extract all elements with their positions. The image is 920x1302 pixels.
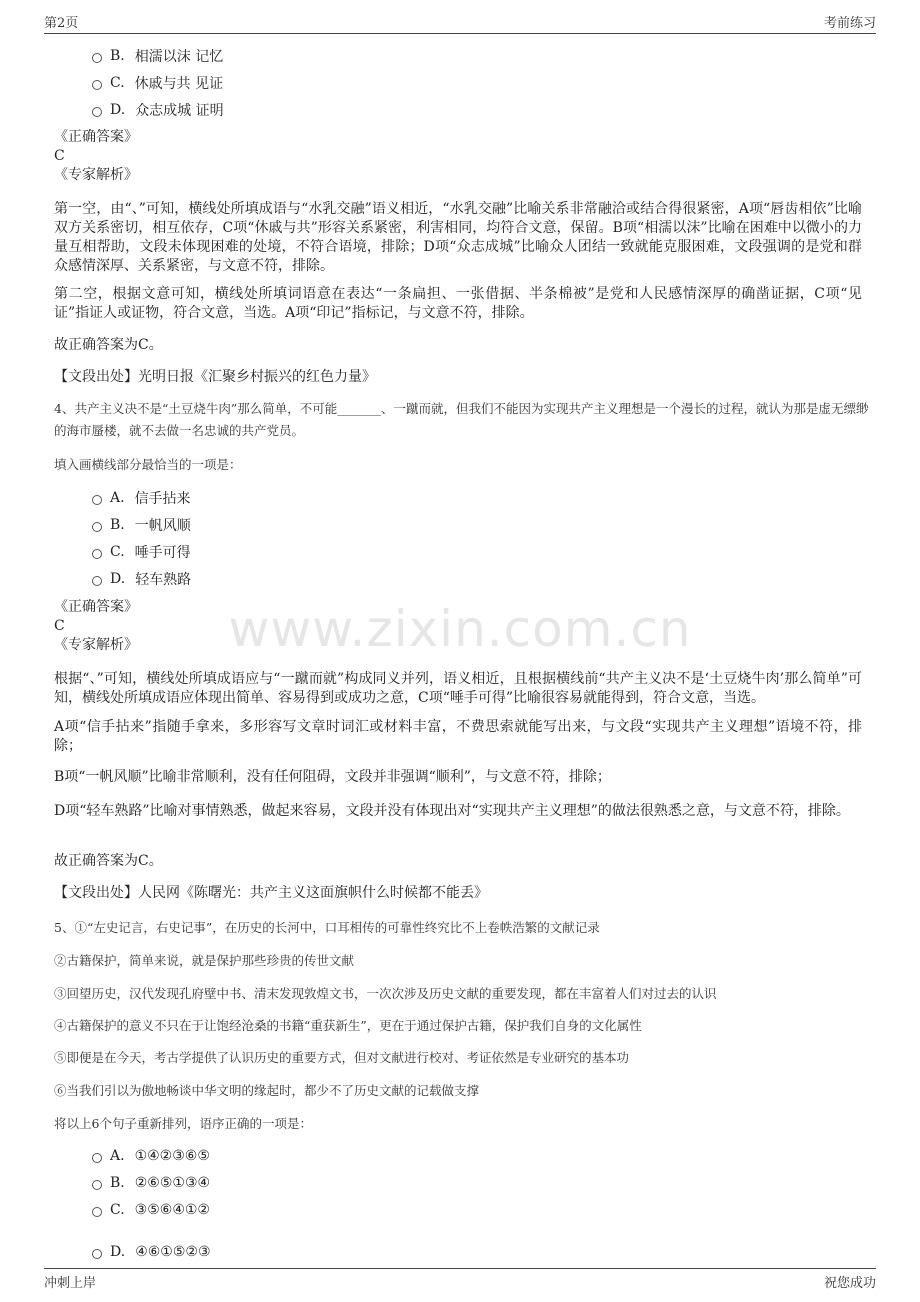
answer-value: C [54, 618, 65, 634]
sentence-2: ②古籍保护，简单来说，就是保护那些珍贵的传世文献 [54, 953, 355, 968]
analysis-conclusion: 故正确答案为C。 [54, 853, 163, 869]
footer-right: 祝您成功 [823, 1276, 876, 1291]
question-prompt: 填入画横线部分最恰当的一项是： [54, 457, 242, 472]
sentence-1: 5、①“左史记言，右史记事”，在历史的长河中，口耳相传的可靠性终究比不上卷帙浩繁的文献记录 [54, 920, 600, 935]
source-citation: 【文段出处】光明日报《汇聚乡村振兴的红色力量》 [54, 369, 376, 385]
option-letter: B. [110, 48, 125, 64]
radio-icon[interactable] [92, 522, 102, 532]
analysis-label: 《专家解析》 [54, 167, 138, 183]
page-number: 第2页 [44, 16, 79, 31]
q4-option-a[interactable] [92, 488, 191, 508]
option-text: 一帆风顺 [134, 518, 191, 534]
option-text: 轻车熟路 [135, 572, 192, 588]
radio-icon[interactable] [92, 1153, 102, 1163]
analysis-paragraph: 根据“、”可知，横线处所填成语应与“一蹴而就”构成同义并列，语义相近，且根据横线前“共产主义决不是‘土豆烧牛肉’那么简单”可知，横线处所填成语应体现出简单、容易得到或成功之意，C项“唾手可得”比喻很容易就能得到，符合文意，当选。 [54, 671, 862, 706]
header-divider [44, 33, 876, 34]
q3-option-d[interactable] [92, 100, 224, 120]
question-stem: 4、共产主义决不是“土豆烧牛肉”那么简单，不可能_______、一蹴而就，但我们不能因为实现共产主义理想是一个漫长的过程，就认为那是虚无缥缈的海市蜃楼，就不去做一名忠诚的共产党员。 [54, 401, 869, 438]
footer-divider [44, 1268, 876, 1269]
radio-icon[interactable] [92, 1207, 102, 1217]
analysis-conclusion: 故正确答案为C。 [54, 337, 163, 353]
analysis-label: 《专家解析》 [54, 637, 138, 653]
sentence-4: ④古籍保护的意义不只在于让饱经沧桑的书籍“重获新生”，更在于通过保护古籍，保护我们自身的文化属性 [54, 1018, 642, 1033]
radio-icon[interactable] [92, 576, 102, 586]
question-prompt: 将以上6个句子重新排列，语序正确的一项是： [54, 1116, 312, 1131]
footer-left: 冲刺上岸 [44, 1276, 97, 1291]
watermark: www.zixin.com.cn [228, 600, 692, 658]
analysis-paragraph: 第二空，根据文意可知，横线处所填词语意在表达“一条扁担、一张借据、半条棉被”是党和人民感情深厚的确凿证据，C项“见证”指证人或证物，符合文意，当选。A项“印记”指标记，与文意不符，排除。 [54, 286, 862, 321]
radio-icon[interactable] [92, 495, 102, 505]
analysis-paragraph: A项“信手拈来”指随手拿来，多形容写文章时词汇或材料丰富，不费思索就能写出来，与文段“实现共产主义理想”语境不符，排除； [54, 719, 862, 754]
analysis-paragraph: B项“一帆风顺”比喻非常顺利，没有任何阻碍，文段并非强调“顺利”，与文意不符，排除； [54, 769, 611, 785]
radio-icon[interactable] [92, 1249, 102, 1259]
analysis-paragraph: D项“轻车熟路”比喻对事情熟悉，做起来容易，文段并没有体现出对“实现共产主义理想”的做法很熟悉之意，与文意不符，排除。 [54, 803, 850, 819]
option-letter: C. [110, 1202, 125, 1218]
header-title: 考前练习 [823, 16, 876, 31]
radio-icon[interactable] [92, 549, 102, 559]
q4-option-d[interactable] [92, 569, 191, 589]
option-text: 众志成城 证明 [135, 103, 224, 119]
answer-label: 《正确答案》 [54, 599, 138, 615]
option-text: ①④②③⑥⑤ [134, 1148, 210, 1164]
option-letter: C. [110, 75, 125, 91]
radio-icon[interactable] [92, 80, 102, 90]
q5-option-a[interactable] [92, 1148, 210, 1164]
source-citation: 【文段出处】人民网《陈曙光：共产主义这面旗帜什么时候都不能丢》 [54, 885, 488, 901]
option-letter: A. [110, 1148, 125, 1164]
option-text: ④⑥①⑤②③ [135, 1244, 211, 1260]
answer-label: 《正确答案》 [54, 129, 138, 145]
analysis-paragraph: 第一空，由“、”可知，横线处所填成语与“水乳交融”语义相近，“水乳交融”比喻关系非常融洽或结合得很紧密，A项“唇齿相依”比喻双方关系密切，相互依存，C项“休戚与共”形容关系紧密，利害相同，均符合文意，保留。B项“相濡以沫”比喻在困难中以微小的力量互相帮助，文段未体现困难的处境，不符合语境，排除；D项“众志成城”比喻众人团结一致就能克服困难，文段强调的是党和群众感情深厚、关系紧密，与文意不符，排除。 [54, 201, 862, 274]
option-letter: A. [110, 490, 125, 506]
option-text: 休戚与共 见证 [134, 76, 224, 92]
option-text: ②⑥⑤①③④ [134, 1175, 211, 1191]
option-letter: B. [110, 1175, 125, 1191]
q4-option-c[interactable] [92, 542, 191, 562]
option-letter: C. [110, 544, 125, 560]
sentence-6: ⑥当我们引以为傲地畅谈中华文明的缘起时，都少不了历史文献的记载做支撑 [54, 1083, 480, 1098]
radio-icon[interactable] [92, 107, 102, 117]
option-text: 唾手可得 [134, 545, 191, 561]
option-letter: D. [110, 571, 126, 587]
q5-option-c[interactable] [92, 1202, 210, 1218]
answer-value: C [54, 148, 65, 164]
option-text: ③⑤⑥④①② [134, 1202, 210, 1218]
q5-option-d[interactable] [92, 1244, 211, 1260]
option-text: 信手拈来 [134, 491, 191, 507]
option-letter: D. [110, 1244, 126, 1260]
option-letter: D. [110, 102, 126, 118]
q4-option-b[interactable] [92, 515, 191, 535]
sentence-5: ⑤即便是在今天，考古学提供了认识历史的重要方式，但对文献进行校对、考证依然是专业研究的基本功 [54, 1050, 630, 1065]
q5-option-b[interactable] [92, 1175, 210, 1191]
q3-option-c[interactable] [92, 73, 223, 93]
radio-icon[interactable] [92, 53, 102, 63]
q3-option-b[interactable] [92, 46, 223, 66]
option-letter: B. [110, 517, 125, 533]
option-text: 相濡以沫 记忆 [134, 49, 224, 65]
sentence-3: ③回望历史，汉代发现孔府壁中书、清末发现敦煌文书，一次次涉及历史文献的重要发现，都在丰富着人们对过去的认识 [54, 986, 717, 1001]
radio-icon[interactable] [92, 1180, 102, 1190]
